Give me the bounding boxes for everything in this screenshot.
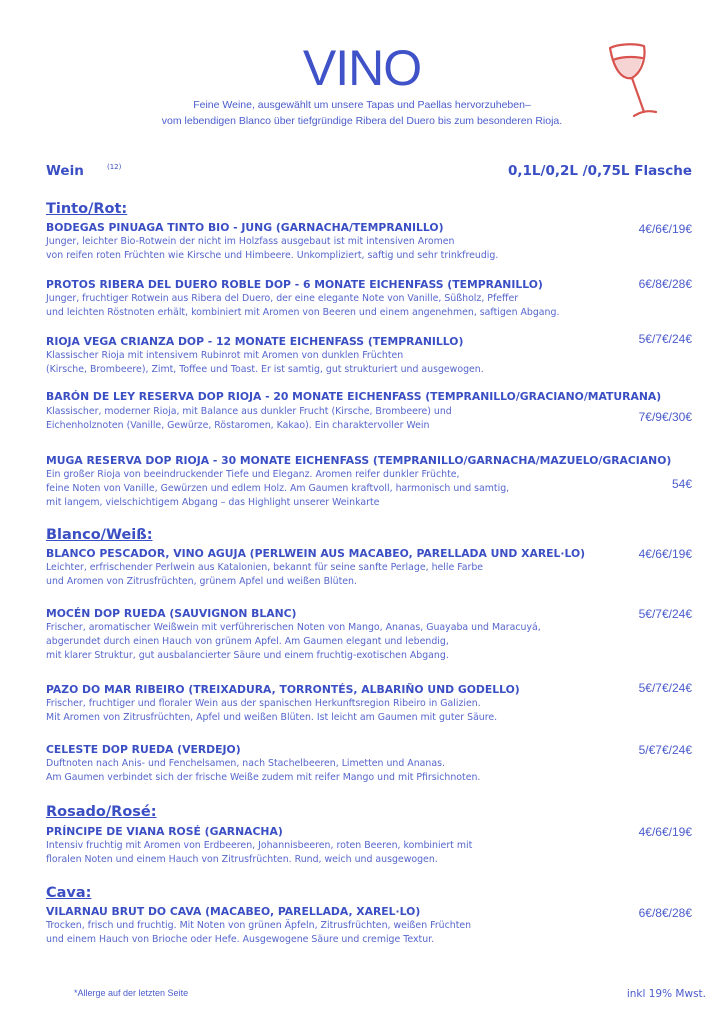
wine-price: 6€/8€/28€ (638, 277, 692, 291)
wine-description-line: und Aromen von Zitrusfrüchten, grünem Apfel und weißen Blüten. (46, 576, 357, 587)
wine-description-line: Frischer, fruchtiger und floraler Wein aus der spanischen Herkunftsregion Ribeiro in Galizien. (46, 698, 481, 709)
wine-description-line: Klassischer Rioja mit intensivem Rubinrot mit Aromen von dunklen Früchten (46, 350, 404, 361)
wine-description-line: (Kirsche, Brombeere), Zimt, Toffee und Toast. Er ist samtig, gut strukturiert und ausgewogen. (46, 364, 484, 375)
wine-price: 54€ (671, 477, 692, 491)
wine-description-line: Klassischer, moderner Rioja, mit Balance aus dunkler Frucht (Kirsche, Brombeere) und (46, 406, 452, 417)
page-title: VINO (302, 40, 422, 96)
wine-description (46, 235, 498, 263)
wine-description-line: abgerundet durch einen Hauch von grünem Apfel. Am Gaumen elegant und lebendig, (46, 636, 449, 647)
wine-description-line: Junger, fruchtiger Rotwein aus Ribera del Duero, der eine elegante Note von Vanille, Süßholz, Pfeffer (46, 293, 519, 304)
wine-price: 4€/6€/19€ (638, 825, 692, 839)
column-header-note: (12) (107, 163, 122, 171)
wine-name: MUGA RESERVA DOP RIOJA - 30 MONATE EICHENFASS (TEMPRANILLO/GARNACHA/MAZUELO/GRACIANO) (46, 454, 672, 467)
wine-description-line: von reifen roten Früchten wie Kirsche und Himbeere. Unkompliziert, saftig und sehr trinkfreudig. (46, 250, 499, 261)
wine-description-line: Trocken, frisch und fruchtig. Mit Noten von grünen Äpfeln, Zitrusfrüchten, weißen Früchten (46, 920, 472, 931)
wine-description (46, 349, 484, 377)
section-heading-blanco: Blanco/Weiß: (46, 527, 153, 543)
wine-price: 4€/6€/19€ (638, 547, 692, 561)
wine-description-line: mit langem, vielschichtigem Abgang – das Highlight unserer Weinkarte (46, 497, 380, 508)
wine-price: 7€/9€/30€ (638, 410, 692, 424)
wine-name: CELESTE DOP RUEDA (VERDEJO) (46, 743, 241, 756)
wine-name: BARÓN DE LEY RESERVA DOP RIOJA - 20 MONATE EICHENFASS (TEMPRANILLO/GRACIANO/MATURANA) (46, 390, 662, 403)
wine-description (46, 697, 497, 725)
wine-description (46, 561, 483, 589)
wine-price: 5€/7€/24€ (638, 681, 692, 695)
wine-description (46, 405, 452, 433)
wine-name: PROTOS RIBERA DEL DUERO ROBLE DOP - 6 MONATE EICHENFASS (TEMPRANILLO) (46, 278, 543, 291)
tax-note: inkl 19% Mwst. (626, 988, 706, 1000)
wine-description (46, 292, 559, 320)
wine-description-line: Frischer, aromatischer Weißwein mit verführerischen Noten von Mango, Ananas, Guayaba und Maracuyá, (46, 622, 541, 633)
wine-description-line: Am Gaumen verbindet sich der frische Weiße zudem mit reifer Mango und mit Pfirsichnoten. (46, 772, 481, 783)
wine-description (46, 757, 480, 785)
wine-description (46, 621, 541, 663)
section-heading-cava: Cava: (46, 885, 92, 901)
wine-description-line: Intensiv fruchtig mit Aromen von Erdbeeren, Johannisbeeren, roten Beeren, kombiniert mit (46, 840, 473, 851)
wine-name: MOCÉN DOP RUEDA (SAUVIGNON BLANC) (46, 607, 297, 620)
wine-description-line: feine Noten von Vanille, Gewürzen und edlem Holz. Am Gaumen kraftvoll, harmonisch und samtig, (46, 483, 510, 494)
intro-line-2: vom lebendigen Blanco über tiefgründige Ribera del Duero bis zum besonderen Rioja. (161, 115, 563, 127)
wine-description-line: Leichter, erfrischender Perlwein aus Katalonien, bekannt für seine sanfte Perlage, helle Farbe (46, 562, 484, 573)
wine-description (46, 919, 471, 947)
wine-description (46, 839, 472, 867)
wine-description-line: Mit Aromen von Zitrusfrüchten, Apfel und weißen Blüten. Ist leicht am Gaumen mit guter Säure. (46, 712, 498, 723)
wine-description-line: floralen Noten und einem Hauch von Zitrusfrüchten. Rund, weich und ausgewogen. (46, 854, 438, 865)
wine-name: BLANCO PESCADOR, VINO AGUJA (PERLWEIN AUS MACABEO, PARELLADA UND XAREL·LO) (46, 547, 586, 560)
wine-name: VILARNAU BRUT DO CAVA (MACABEO, PARELLADA, XAREL·LO) (46, 905, 421, 918)
allergy-note: *Allerge auf der letzten Seite (74, 988, 189, 998)
wine-description-line: Junger, leichter Bio-Rotwein der nicht im Holzfass ausgebaut ist mit intensiven Aromen (46, 236, 455, 247)
intro-line-1: Feine Weine, ausgewählt um unsere Tapas und Paellas hervorzuheben– (193, 99, 531, 111)
wine-description-line: Ein großer Rioja von beeindruckender Tiefe und Eleganz. Aromen reifer dunkler Früchte, (46, 469, 460, 480)
wine-name: RIOJA VEGA CRIANZA DOP - 12 MONATE EICHENFASS (TEMPRANILLO) (46, 335, 464, 348)
section-heading-rosado: Rosado/Rosé: (46, 804, 157, 820)
wine-price: 5€/7€/24€ (638, 607, 692, 621)
wine-description-line: Duftnoten nach Anis- und Fenchelsamen, nach Stachelbeeren, Limetten und Ananas. (46, 758, 445, 769)
wine-price: 5€/7€/24€ (638, 332, 692, 346)
wine-name: PAZO DO MAR RIBEIRO (TREIXADURA, TORRONTÉS, ALBARIÑO UND GODELLO) (46, 683, 520, 696)
wine-price: 5/€7€/24€ (638, 743, 692, 757)
wine-price: 4€/6€/19€ (638, 222, 692, 236)
wine-description-line: und leichten Röstnoten erhält, kombiniert mit Aromen von Beeren und einem angenehmen, saftigen Abgang. (46, 307, 560, 318)
wine-name: PRÍNCIPE DE VIANA ROSÉ (GARNACHA) (46, 825, 283, 838)
column-header-sizes: 0,1L/0,2L /0,75L Flasche (508, 163, 692, 179)
wine-description (46, 468, 509, 510)
wine-name: BODEGAS PINUAGA TINTO BIO - JUNG (GARNACHA/TEMPRANILLO) (46, 221, 444, 234)
wine-description-line: Eichenholznoten (Vanille, Gewürze, Röstaromen, Kakao). Ein charaktervoller Wein (46, 420, 430, 431)
section-heading-tinto: Tinto/Rot: (46, 201, 128, 217)
wine-description-line: mit klarer Struktur, gut ausbalancierter Säure und einem fruchtig-exotischen Abgang. (46, 650, 449, 661)
wine-description-line: und einem Hauch von Brioche oder Hefe. Ausgewogene Säure und cremige Textur. (46, 934, 435, 945)
wine-price: 6€/8€/28€ (638, 906, 692, 920)
column-header-wine: Wein (46, 163, 84, 179)
